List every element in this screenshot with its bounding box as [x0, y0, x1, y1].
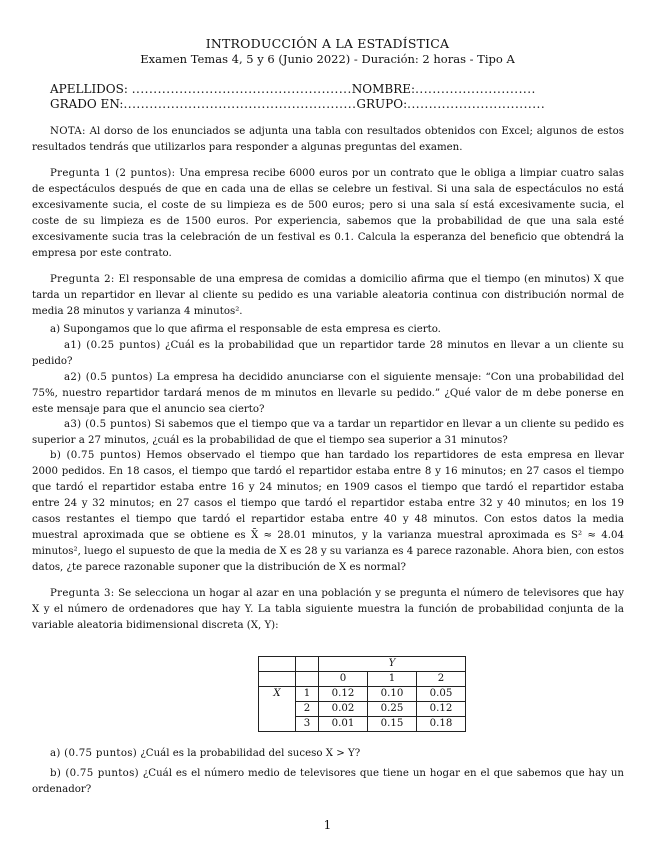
q3-b-label: b) (0.75 puntos)	[50, 768, 139, 779]
q2-a1-label: a1) (0.25 puntos)	[64, 340, 161, 351]
table-cell: 0.10	[368, 687, 417, 702]
q2-part-b	[32, 448, 624, 576]
grado-field	[50, 97, 545, 111]
table-col-value: 0	[319, 672, 368, 687]
table-row-value: 1	[296, 687, 319, 702]
q2-part-a2	[32, 370, 624, 418]
q2-a2-label: a2) (0.5 puntos)	[64, 372, 153, 383]
table-col-values-row	[259, 672, 466, 687]
q2-intro: El responsable de una empresa de comidas a domicilio afirma que el tiempo (en minutos) X que tarda un repartidor en llevar al cliente su pedido es una variable aleatoria continua con distribución normal de media 28 minutos y varianza 4 minutos².	[32, 274, 624, 317]
exam-title: INTRODUCCIÓN A LA ESTADÍSTICA	[205, 36, 450, 51]
q2-b-text: Hemos observado el tiempo que han tardado los repartidores de esta empresa en llevar 2000 pedidos. En 18 casos, el tiempo que tardó el repartidor estaba entre 8 y 16 minutos; en 27 casos el tiempo que tardó el repartidor estaba entre 16 y 24 minutos; en 1909 casos el tiempo que tardó el repartidor estaba entre 24 y 32 minutos; en 27 casos el tiempo que tardó el repartidor estaba entre 32 y 40 minutos; en los 19 casos restantes el tiempo que tardó el repartidor estaba entre 40 y 48 minutos. Con estos datos la media muestral aproximada que se obtiene es X̄ ≈ 28.01 minutos, y la varianza muestral aproximada es S² ≈ 4.04 minutos², luego el supuesto de que la media de X es 28 y su varianza es 4 parece razonable. Ahora bien, con estos datos, ¿te parece razonable suponer que la distribución de X es normal?	[32, 450, 624, 573]
table-corner-cell	[296, 672, 319, 687]
nota-label: NOTA:	[50, 126, 86, 137]
joint-probability-table	[258, 656, 466, 732]
table-corner-cell	[259, 672, 296, 687]
apellidos-label: APELLIDOS:	[50, 82, 128, 96]
table-corner-cell	[259, 657, 296, 672]
q2-a3-label: a3) (0.5 puntos)	[64, 419, 152, 430]
exam-subtitle: Examen Temas 4, 5 y 6 (Junio 2022) - Duración: 2 horas - Tipo A	[140, 52, 515, 66]
apellidos-field	[50, 82, 536, 96]
table-row-var: X	[259, 687, 296, 732]
nota-paragraph	[32, 124, 624, 156]
table-col-var: Y	[319, 657, 466, 672]
table-cell: 0.15	[368, 717, 417, 732]
apellidos-dots: ...................................................	[131, 82, 352, 96]
table-cell: 0.12	[319, 687, 368, 702]
q2-a2-text: La empresa ha decidido anunciarse con el siguiente mensaje: “Con una probabilidad del 75%, nuestro repartidor tardará menos de m minutos en llevarle su pedido.” ¿Qué valor de m debe ponerse en este mensaje para que el anuncio sea cierto?	[32, 372, 624, 415]
q3-b-text: ¿Cuál es el número medio de televisores que tiene un hogar en el que sabemos que hay un ordenador?	[32, 768, 624, 795]
q2-a1-text: ¿Cuál es la probabilidad que un repartidor tarde 28 minutos en llevar a un cliente su pedido?	[32, 340, 624, 367]
q2-a3-text: Si sabemos que el tiempo que va a tardar un repartidor en llevar a un cliente su pedido es superior a 27 minutos, ¿cuál es la probabilidad de que el tiempo sea superior a 31 minutos?	[32, 419, 624, 446]
nombre-dots: ............................	[415, 82, 536, 96]
q2-part-a3	[32, 417, 624, 449]
question-1	[32, 166, 624, 262]
nombre-label: NOMBRE:	[351, 82, 416, 96]
q3-part-b	[32, 766, 624, 798]
q3-a-label: a) (0.75 puntos)	[50, 748, 138, 759]
table-cell: 0.05	[417, 687, 466, 702]
grupo-dots: ................................	[407, 97, 546, 111]
q2-part-a1	[32, 338, 624, 370]
question-2-intro	[32, 272, 624, 320]
q3-part-a	[32, 746, 624, 762]
table-row-value: 2	[296, 702, 319, 717]
grado-dots: ......................................................	[123, 97, 357, 111]
q3-a-text: ¿Cuál es la probabilidad del suceso X > Y?	[140, 748, 361, 759]
table-corner-cell	[296, 657, 319, 672]
q1-label: Pregunta 1 (2 puntos):	[50, 168, 176, 179]
q3-intro: Se selecciona un hogar al azar en una población y se pregunta el número de televisores que hay X y el número de ordenadores que hay Y. La tabla siguiente muestra la función de probabilidad conjunta de la variable aleatoria bidimensional discreta (X, Y):	[32, 588, 624, 631]
table-row	[259, 687, 466, 702]
table-cell: 0.25	[368, 702, 417, 717]
nota-text: Al dorso de los enunciados se adjunta una tabla con resultados obtenidos con Excel; algunos de estos resultados tendrás que utilizarlos para responder a algunas preguntas del examen.	[32, 126, 624, 153]
table-row-value: 3	[296, 717, 319, 732]
q1-text: Una empresa recibe 6000 euros por un contrato que le obliga a limpiar cuatro salas de espectáculos después de que en cada una de ellas se celebre un festival. Si una sala de espectáculos no está excesivamente sucia, el coste de su limpieza es de 500 euros; pero si una sala sí está excesivamente sucia, el coste de su limpieza es de 1500 euros. Por experiencia, sabemos que la probabilidad de que una sala esté excesivamente sucia tras la celebración de un festival es 0.1. Calcula la esperanza del beneficio que obtendrá la empresa por este contrato.	[32, 168, 624, 259]
table-cell: 0.18	[417, 717, 466, 732]
grupo-label: GRUPO:	[356, 97, 408, 111]
page-number: 1	[323, 818, 332, 832]
q3-label: Pregunta 3:	[50, 588, 115, 599]
q2-label: Pregunta 2:	[50, 274, 115, 285]
q2-b-label: b) (0.75 puntos)	[50, 450, 142, 461]
table-cell: 0.12	[417, 702, 466, 717]
grado-label: GRADO EN:	[50, 97, 124, 111]
table-header-row	[259, 657, 466, 672]
table-col-value: 1	[368, 672, 417, 687]
q2-part-a: a) Supongamos que lo que afirma el responsable de esta empresa es cierto.	[50, 324, 441, 335]
question-3-intro	[32, 586, 624, 634]
table-cell: 0.02	[319, 702, 368, 717]
table-cell: 0.01	[319, 717, 368, 732]
table-col-value: 2	[417, 672, 466, 687]
